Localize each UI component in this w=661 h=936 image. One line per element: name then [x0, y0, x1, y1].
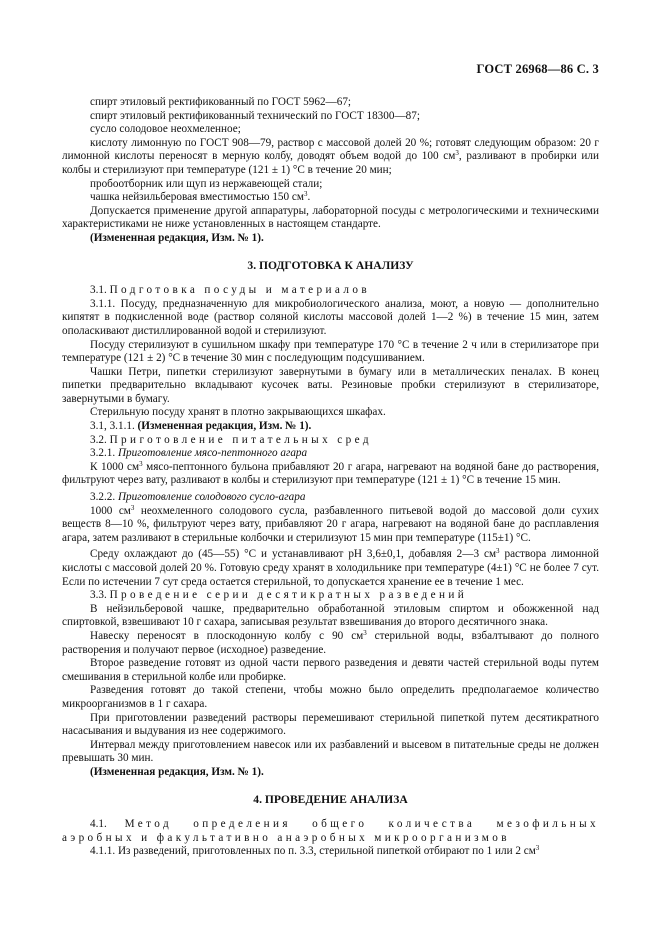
paragraph-text: неохмеленного солодового сусла, разбавленного питьевой водой до массовой доли сухих веществ 8—10 %, фильтруют через вату, прибавляют 20 г агара, нагревают на водяной бане до расплавления агара, затем разливают в стерильные колбочки и стерилизуют 15 мин при температуре (115±1) °С.	[62, 504, 599, 544]
list-item: спирт этиловый ректификованный технический по ГОСТ 18300—87;	[90, 109, 420, 122]
paragraph-text: мясо-пептонного бульона прибавляют 20 г агара, нагревают на водяной бане до растворения, фильтруют через вату, разливают в колбы и стерилизуют при температуре (121 ± 1) °С в течение 15 мин.	[62, 460, 599, 487]
subsection-number: 3.2.2.	[90, 491, 116, 504]
list-text: , разливают в пробирки или колбы и стерилизуют при температуре (121 ± 1) °С в течение 20 мин;	[62, 150, 599, 176]
clause-refs: 3.1, 3.1.1.	[90, 420, 135, 433]
superscript: 3	[535, 844, 540, 853]
amendment-note: (Измененная редакция, Изм. № 1).	[90, 231, 264, 244]
subsection-heading	[62, 818, 599, 845]
subsection-title: Метод определения общего количества мезофильных аэробных и факультативно анаэробных микроорганизмов	[62, 818, 600, 844]
paragraph-text: 4.1.1. Из разведений, приготовленных по п. 3.3, стерильной пипеткой отбирают по 1 или 2 см	[90, 845, 536, 858]
list-text: кислоту лимонную по ГОСТ 908—79, раствор с массовой долей 20 %; готовят следующим образом: 20 г лимонной кислоты переносят в мерную колбу, доводят объем водой до 100 см	[62, 136, 599, 163]
paragraph: Чашки Петри, пипетки стерилизуют завернутыми в бумагу или в металлических пеналах. В конец пипетки предварительно вкладывают кусочек ваты. Резиновые пробки стерилизуют в стерилизаторе, завернутыми в бумагу.	[62, 365, 599, 405]
paragraph	[62, 461, 599, 488]
subsection-heading	[62, 284, 599, 298]
paragraph	[62, 630, 599, 657]
list-item: спирт этиловый ректификованный по ГОСТ 5962—67;	[90, 96, 352, 108]
amendment-note: (Измененная редакция, Изм. № 1).	[90, 765, 264, 778]
subsection-number: 3.2.	[90, 433, 107, 446]
subsection-heading	[62, 491, 599, 505]
subsection-title: Приготовление мясо-пептонного агара	[117, 447, 308, 460]
paragraph-text: К 1000 см	[90, 460, 140, 473]
paragraph: Разведения готовят до такой степени, чтобы можно было определить предполагаемое количество микроорганизмов в 1 г сахара.	[62, 684, 599, 710]
paragraph-text: раствора лимонной кислоты с массовой долей 20 %. Готовую среду хранят в холодильнике при температуре (4±1) °С не более 7 сут. Если по истечении 7 сут среда остается стерильной, то допускается хранение ее в течение 1 мес.	[62, 548, 600, 588]
subsection-title: Проведение серии десятикратных разведений	[109, 589, 468, 602]
list-item	[62, 137, 599, 178]
list-text: чашка нейзильберовая вместимостью 150 см	[90, 191, 304, 204]
amendment-note	[62, 420, 599, 434]
subsection-heading	[62, 589, 599, 603]
superscript: 3	[455, 149, 459, 158]
paragraph	[62, 548, 599, 589]
section-heading: 4. ПРОВЕДЕНИЕ АНАЛИЗА	[253, 792, 408, 806]
document-body	[62, 96, 599, 859]
subsection-title: Приготовление питательных сред	[109, 433, 372, 446]
list-item	[62, 191, 599, 205]
paragraph: Интервал между приготовлением навесок или их разбавлений и высевом в питательные среды не должен превышать 30 мин.	[62, 738, 599, 765]
paragraph: Второе разведение готовят из одной части первого разведения и девяти частей стерильной воды путем смешивания в стерильной колбе или пробирке.	[62, 657, 599, 683]
list-item: пробоотборник или щуп из нержавеющей стали;	[90, 177, 323, 190]
list-item: сусло солодовое неохмеленное;	[90, 123, 241, 136]
subsection-number: 3.1.	[90, 284, 107, 297]
subsection-title: Подготовка посуды и материалов	[109, 284, 371, 297]
paragraph: 3.1.1. Посуду, предназначенную для микробиологического анализа, моют, а новую — дополнительно кипятят в подкисленной воде (раствор соляной кислоты массовой долей 1—2 %) в течение 15 мин, затем ополаскивают дистиллированной водой и стерилизуют.	[62, 297, 599, 337]
paragraph: Допускается применение другой аппаратуры, лабораторной посуды с метрологическими и техническими характеристиками не ниже установленных в настоящем стандарте.	[62, 204, 599, 231]
paragraph-text: Навеску переносят в плоскодонную колбу с 90 см	[90, 629, 364, 642]
superscript: 3	[496, 547, 500, 556]
subsection-number: 4.1.	[90, 818, 107, 831]
subsection-number: 3.2.1.	[90, 447, 116, 460]
page-header: ГОСТ 26968—86 С. 3	[476, 62, 599, 76]
paragraph: Посуду стерилизуют в сушильном шкафу при температуре 170 °С в течение 2 ч или в стерилизаторе при температуре (121 ± 2) °С в течение 30 мин с последующим подсушиванием.	[62, 338, 599, 365]
superscript: 3	[303, 190, 308, 199]
paragraph: В нейзильберовой чашке, предварительно обработанной этиловым спиртом и обожженной над спиртовкой, взвешивают 10 г сахара, записывая результат взвешивания до второго десятичного знака.	[62, 602, 599, 629]
paragraph	[62, 505, 599, 546]
subsection-heading	[62, 434, 599, 448]
paragraph-text: Среду охлаждают до (45—55) °С и устанавливают рН 3,6±0,1, добавляя 2—3 см	[90, 548, 497, 561]
paragraph	[62, 845, 599, 859]
superscript: 3	[363, 628, 367, 637]
paragraph-text: стерильной воды, взбалтывают до полного растворения и получают первое (исходное) разведение.	[62, 629, 599, 656]
subsection-heading	[62, 447, 599, 461]
subsection-number: 3.3.	[90, 589, 107, 602]
subsection-title: Приготовление солодового сусло-агара	[117, 491, 306, 504]
amendment-text: (Измененная редакция, Изм. № 1).	[137, 420, 312, 433]
superscript: 3	[130, 503, 135, 512]
paragraph: При приготовлении разведений растворы перемешивают стерильной пипеткой путем десятикратного насасывания и выдувания из нее содержимого.	[62, 711, 599, 738]
list-text: .	[307, 191, 311, 204]
section-heading: 3. ПОДГОТОВКА К АНАЛИЗУ	[247, 258, 414, 272]
paragraph-text: 1000 см	[90, 504, 131, 517]
superscript: 3	[139, 459, 143, 468]
paragraph: Стерильную посуду хранят в плотно закрывающихся шкафах.	[90, 406, 386, 419]
